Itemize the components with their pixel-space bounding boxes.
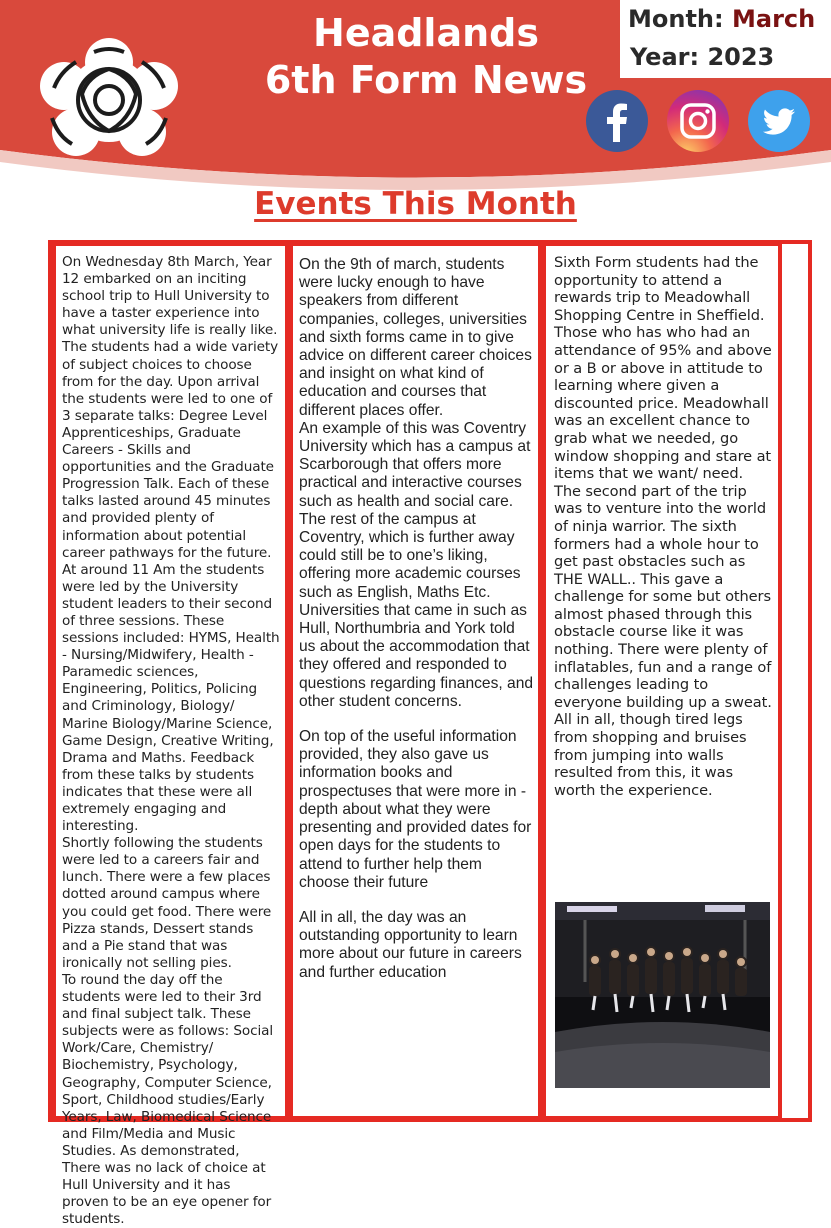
- article-paragraph: All in all, the day was an outstanding opportunity to learn more about our future in careers and further education: [299, 908, 522, 981]
- newsletter-header: [0, 0, 831, 180]
- twitter-icon[interactable]: [748, 90, 810, 152]
- year-label: Year:: [630, 43, 700, 71]
- newsletter-title: [236, 10, 616, 104]
- article-paragraph: On Wednesday 8th March, Year 12 embarked on an inciting school trip to Hull University to have a taster experience into what university life is really like. The students had a wide variety of subject choices to choose from for the day. Upon arrival the students were led to one of 3 separate talks: Degree Level Apprenticeships, Graduate Careers - Skills and opportunities and the Graduate Progression Talk. Each of these talks lasted around 45 minutes and provided plenty of information about potential career pathways for the future. At around 11 Am the students were led by the University student leaders to their second of three sessions. These sessions included: HYMS, Health - Nursing/Midwifery, Health - Paramedic sciences, Engineering, Politics, Policing and Criminology, Biology/ Marine Biology/Marine Science, Game Design, Creative Writing, Drama and Maths. Feedback from these talks by students indicates that these were all extremely engaging and interesting. Shortly following the students were led to a careers fair and lunch. There were a few places dotted around campus where you could get food. There were Pizza stands, Dessert stands and a Pie stand that was ironically not selling pies. To round the day off the students were led to their 3rd and final subject talk. These subjects were as follows: Social Work/Care, Chemistry/ Biochemistry, Psychology, Geography, Computer Science, Sport, Childhood studies/Early Years, Law, Biomedical Science and Film/Media and Music Studies. As demonstrated, There was no lack of choice at Hull University and it has proven to be an eye opener for students.: [62, 254, 280, 1228]
- issue-date: [628, 0, 828, 76]
- title-line-1: Headlands: [313, 11, 539, 55]
- month-value: March: [731, 5, 816, 33]
- year-row: [628, 38, 828, 76]
- school-crest-logo: [34, 40, 184, 158]
- title-line-2: 6th Form News: [264, 58, 588, 102]
- article-paragraph: On top of the useful information provided, they also gave us information books and prospectuses that were more in -depth about what they were presenting and provided dates for open days for the students to attend to further help them choose their future: [299, 728, 532, 891]
- article-paragraph: Sixth Form students had the opportunity to attend a rewards trip to Meadowhall Shopping Centre in Sheffield. Those who has who had an attendance of 95% and above or a B or above in attitude to learning where given a discounted price. Meadowhall was an excellent chance to grab what we needed, go window shopping and stare at items that we want/ need.: [554, 254, 772, 483]
- article-paragraph: On the 9th of march, students were lucky enough to have speakers from different companies, colleges, universities and sixth forms came in to give advice on different career choices and insight on what kind of education and courses that different places offer. An example of this was Coventry University which has a campus at Scarborough that offers more practical and interactive courses such as health and social care. The rest of the campus at Coventry, which is further away could still be to one’s liking, offering more academic courses such as English, Maths Etc. Universities that came in such as Hull, Northumbria and York told us about the accommodation that they offered and responded to questions regarding finances, and other student concerns.: [299, 256, 534, 710]
- article-paragraph: The second part of the trip was to venture into the world of ninja warrior. The sixth formers had a whole hour to get past obstacles such as THE WALL.. This gave a challenge for some but others almost phased through this obstacle course like it was nothing. There were plenty of inflatables, fun and a range of challenges leading to everyone building up a sweat. All in all, though tired legs from shopping and bruises from jumping into walls resulted from this, it was worth the experience.: [554, 482, 772, 799]
- group-photo-ninja-warrior: [555, 902, 770, 1088]
- year-value: 2023: [707, 43, 775, 71]
- article-hull-university-trip: [52, 242, 289, 1228]
- article-careers-speakers: [289, 242, 542, 1120]
- section-title: Events This Month: [254, 186, 577, 222]
- facebook-icon[interactable]: [586, 90, 648, 152]
- instagram-icon[interactable]: [667, 90, 729, 152]
- month-row: [628, 0, 828, 38]
- month-label: Month:: [628, 5, 724, 33]
